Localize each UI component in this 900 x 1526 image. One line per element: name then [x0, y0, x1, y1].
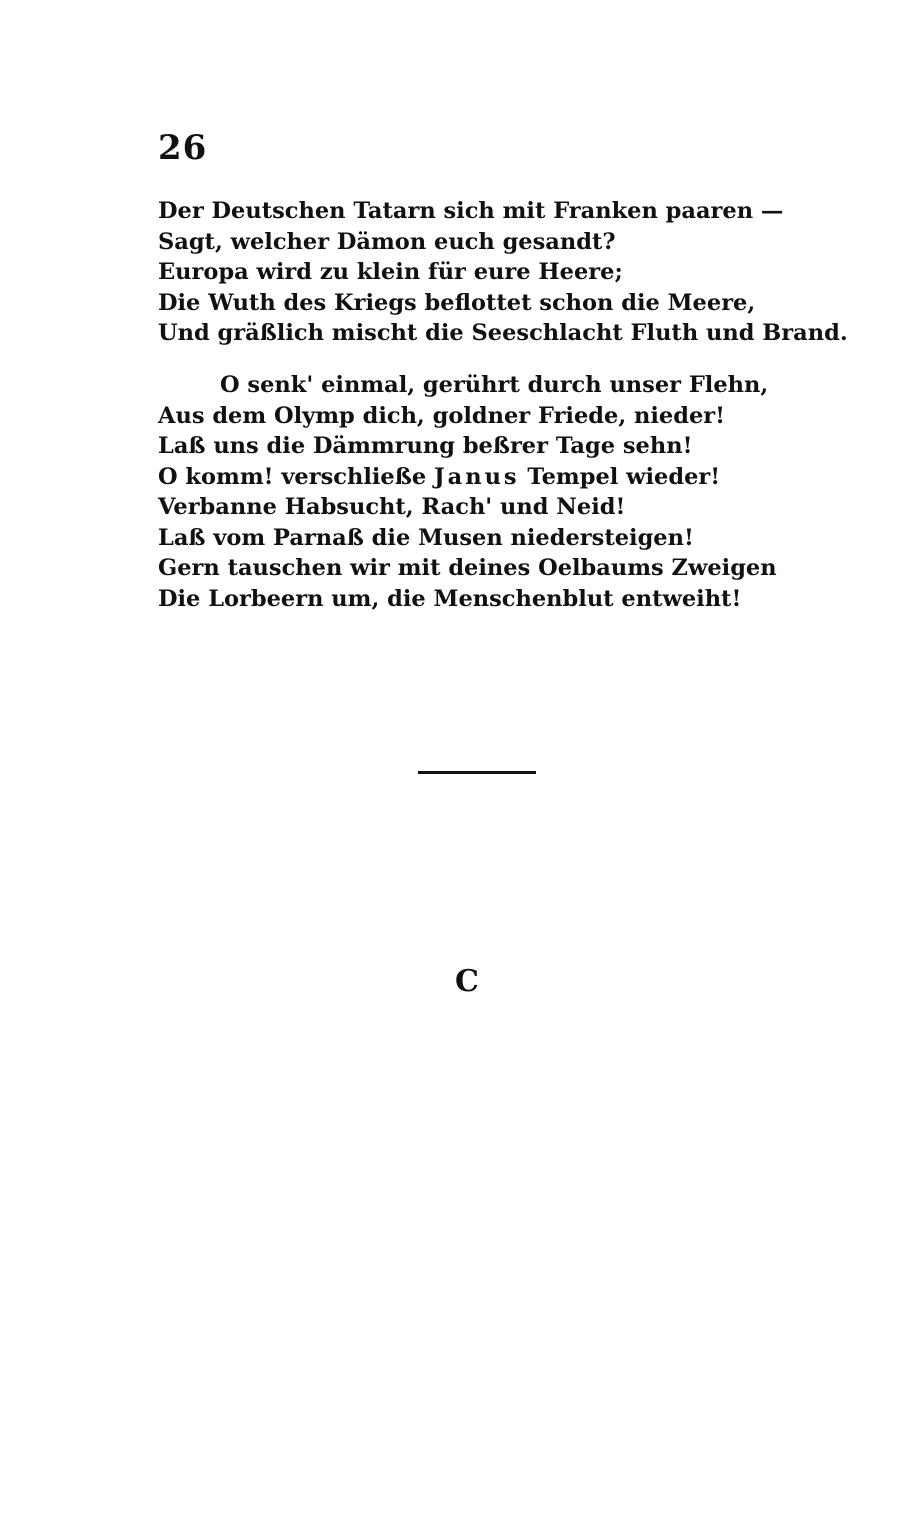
- stanza-1: [158, 196, 848, 349]
- poem-line: Gern tauschen wir mit deines Oelbaums Zweigen: [158, 555, 777, 581]
- poem-line: Die Wuth des Kriegs beflottet schon die Meere,: [158, 289, 756, 316]
- poem-line: [158, 462, 848, 493]
- poem-line: Europa wird zu klein für eure Heere;: [158, 259, 623, 285]
- page-number: 26: [158, 128, 208, 168]
- spaced-name: Janus: [433, 463, 520, 490]
- poem-line: O senk' einmal, gerührt durch unser Flehn,: [220, 372, 769, 398]
- poem-line: Aus dem Olymp dich, goldner Friede, nieder!: [158, 402, 725, 429]
- catchword: C: [455, 964, 479, 999]
- poem-line: Der Deutschen Tatarn sich mit Franken paaren —: [158, 198, 784, 224]
- poem-line-part: Tempel wieder!: [519, 463, 721, 490]
- stanza-2: [158, 370, 848, 614]
- poem-line: Laß uns die Dämmrung beßrer Tage sehn!: [158, 433, 693, 459]
- poem-line: Sagt, welcher Dämon euch gesandt?: [158, 228, 616, 255]
- poem-line: Und gräßlich mischt die Seeschlacht Fluth und Brand.: [158, 320, 848, 346]
- section-divider: [418, 771, 536, 774]
- poem-line-part: O komm! verschließe: [158, 463, 434, 490]
- poem-line: Die Lorbeern um, die Menschenblut entweiht!: [158, 585, 742, 612]
- poem-line: Laß vom Parnaß die Musen niedersteigen!: [158, 524, 694, 551]
- poem-line: Verbanne Habsucht, Rach' und Neid!: [158, 494, 626, 520]
